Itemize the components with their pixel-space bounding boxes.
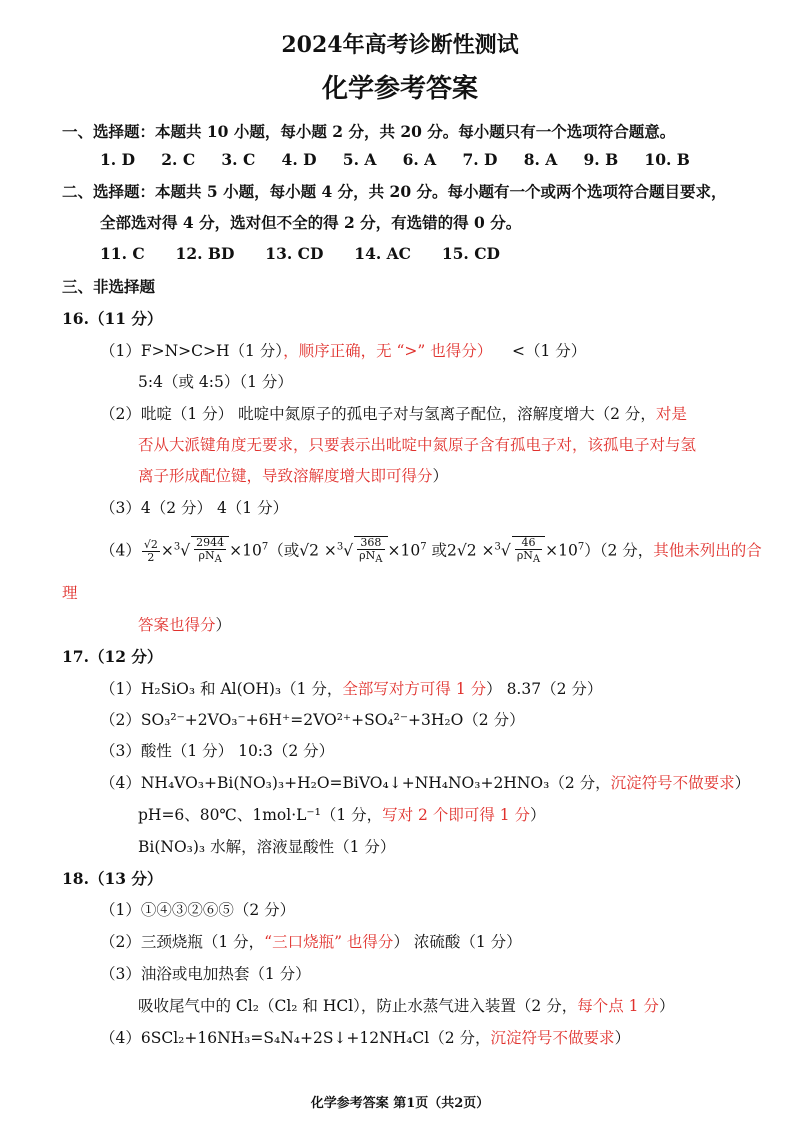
q16-line3 xyxy=(100,403,687,425)
answer-title: 化学参考答案 xyxy=(321,74,478,104)
answer-14: 14. AC xyxy=(354,244,412,263)
q17-line3: （3）酸性（1 分） 10:3（2 分） xyxy=(100,742,335,760)
q16-line1 xyxy=(100,340,492,362)
q16-line9: 答案也得分） xyxy=(138,616,232,634)
cube-root-2944: $\frac{2944}{\text{ρNA}}$ xyxy=(191,536,229,566)
q17-line6: Bi(NO₃)₃ 水解，溶液显酸性（1 分） xyxy=(138,838,396,856)
part3-heading: 三、非选择题 xyxy=(62,277,156,296)
answer-2: 2. C xyxy=(161,150,196,169)
fraction-sqrt2-over-2: $\frac{√2}{2}$ xyxy=(143,538,158,565)
part1-answers xyxy=(100,149,690,171)
part2-answers xyxy=(100,243,500,265)
q17-line1: （1）H₂SiO₃ 和 Al(OH)₃（1 分，全部写对方可得 1 分） 8.37（2 分） xyxy=(100,680,603,698)
q16-formula-line: （4） $\frac{√2}{2}$ ×$^3$√ $\frac{2944}{\text{ρNA}}$ $\times 10^7$（或√2 ×$^3$√ $\frac{368}{\text{ρNA}}$ $\times 10^7$ 或2√2 ×$^3$√ $\frac{46}{\text{ρNA}}$ $\times 10^7)(2$ 分，其他未列出的合 xyxy=(100,536,762,566)
page-footer: 化学参考答案 第1页（共2页） xyxy=(310,1096,490,1111)
answer-8: 8. A xyxy=(523,150,558,169)
q16-l5-a: 离子形成配位键，导致溶解度增大即可得分 xyxy=(138,467,433,485)
q16-note-b: 理 xyxy=(62,584,78,602)
q16-line6: （3）4（2 分） 4（1 分） xyxy=(100,499,289,517)
answer-9: 9. B xyxy=(583,150,619,169)
part2-heading-line1: 二、选择题：本题共 5 小题，每小题 4 分，共 20 分。每小题有一个或两个选项符合题目要求， xyxy=(62,182,727,201)
answer-1: 1. D xyxy=(100,150,136,169)
q16-l1-b: ，顺序正确，无 “>” 也得分） xyxy=(283,342,493,360)
q16-l3-a: （2）吡啶（1 分） xyxy=(100,405,234,423)
q16-l1-a: （1）F>N>C>H（1 分） xyxy=(100,342,284,360)
answer-3: 3. C xyxy=(221,150,256,169)
q16-note-a: 其他未列出的合 xyxy=(653,541,762,560)
q18-header: 18.（13 分） xyxy=(62,869,163,888)
q16-part4-label: （4） xyxy=(100,541,141,560)
answer-11: 11. C xyxy=(100,244,145,263)
answer-7: 7. D xyxy=(462,150,498,169)
exam-title: 2024年高考诊断性测试 xyxy=(281,32,519,58)
answer-15: 15. CD xyxy=(441,244,500,263)
q17-line5: pH=6、80℃、1mol·L⁻¹（1 分，写对 2 个即可得 1 分） xyxy=(138,806,546,824)
cube-root-46: $\frac{46}{\text{ρNA}}$ xyxy=(512,536,545,566)
answer-4: 4. D xyxy=(281,150,317,169)
q16-line4: 否从大派键角度无要求，只要表示出吡啶中氮原子含有孤电子对，该孤电子对与氢 xyxy=(138,436,697,454)
q16-l5-b: ） xyxy=(432,467,449,485)
q18-line1: （1）①④③②⑥⑤（2 分） xyxy=(100,901,296,919)
q17-header: 17.（12 分） xyxy=(62,647,163,666)
q16-l1-c: <（1 分） xyxy=(512,342,587,360)
q16-header: 16.（11 分） xyxy=(62,309,163,328)
q17-line4: （4）NH₄VO₃+Bi(NO₃)₃+H₂O=BiVO₄↓+NH₄NO₃+2HNO₃（2 分，沉淀符号不做要求） xyxy=(100,774,751,792)
q16-line2: 5:4（或 4:5）（1 分） xyxy=(138,373,293,391)
q18-line5: （4）6SCl₂+16NH₃=S₄N₄+2S↓+12NH₄Cl（2 分，沉淀符号不做要求） xyxy=(100,1029,631,1047)
q18-line2: （2）三颈烧瓶（1 分，“三口烧瓶” 也得分） 浓硫酸（1 分） xyxy=(100,933,522,951)
q16-l3-b: 吡啶中氮原子的孤电子对与氢离子配位，溶解度增大（2 分， xyxy=(238,405,656,423)
answer-13: 13. CD xyxy=(265,244,324,263)
answer-12: 12. BD xyxy=(175,244,235,263)
q18-line4: 吸收尾气中的 Cl₂（Cl₂ 和 HCl），防止水蒸气进入装置（2 分，每个点 1 分） xyxy=(138,997,675,1015)
answer-5: 5. A xyxy=(342,150,377,169)
answer-10: 10. B xyxy=(644,150,690,169)
q16-line5 xyxy=(138,465,448,487)
q16-note-c: 答案也得分 xyxy=(138,616,216,634)
q16-l3-c: 对是 xyxy=(655,405,687,423)
answer-6: 6. A xyxy=(402,150,437,169)
cube-root-368: $\frac{368}{\text{ρNA}}$ xyxy=(354,536,387,566)
q18-line3: （3）油浴或电加热套（1 分） xyxy=(100,965,311,983)
part2-heading-line2: 全部选对得 4 分，选对但不全的得 2 分，有选错的得 0 分。 xyxy=(100,213,522,232)
q17-line2: （2）SO₃²⁻+2VO₃⁻+6H⁺=2VO²⁺+SO₄²⁻+3H₂O（2 分） xyxy=(100,711,525,729)
part1-heading: 一、选择题：本题共 10 小题，每小题 2 分，共 20 分。每小题只有一个选项符合题意。 xyxy=(62,122,676,141)
